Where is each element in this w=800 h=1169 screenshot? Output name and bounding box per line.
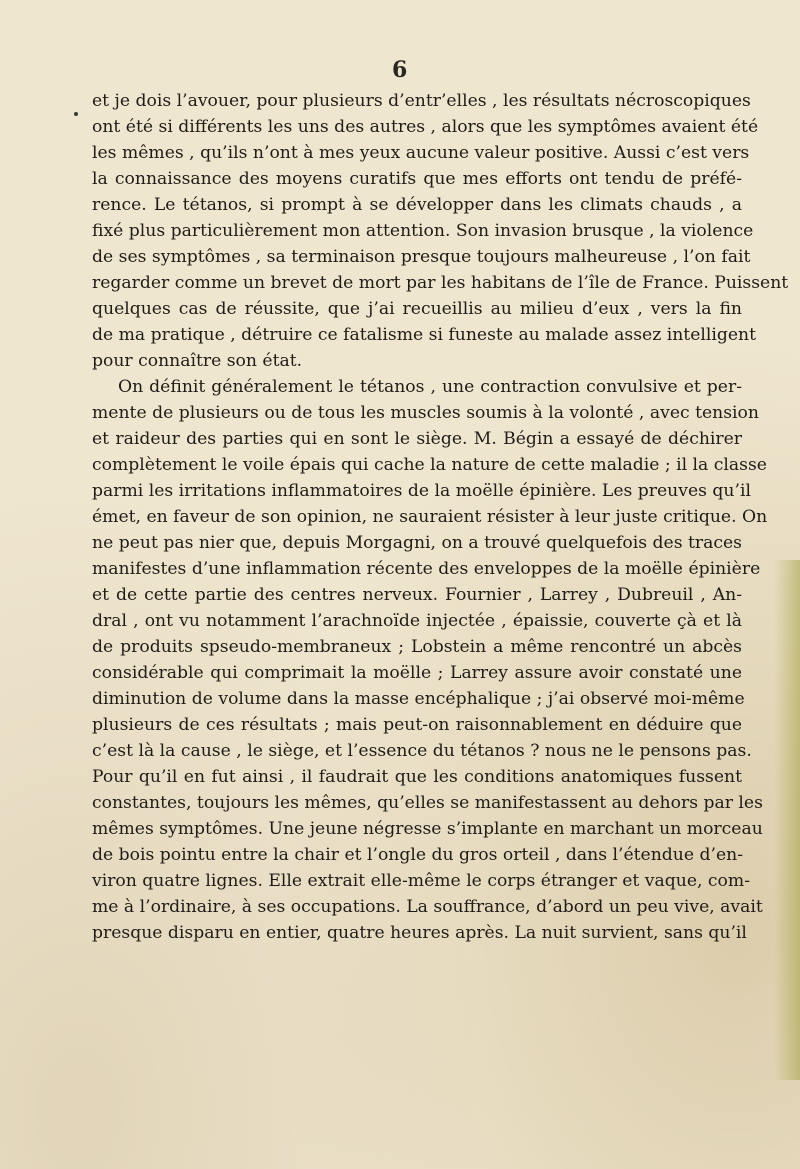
text-line: plusieurs de ces résultats ; mais peut-on raisonnablement en déduire que	[92, 715, 742, 735]
text-line: ne peut pas nier que, depuis Morgagni, on a trouvé quelquefois des traces	[92, 533, 742, 553]
text-line: de ses symptômes , sa terminaison presque toujours malheureuse , l’on fait	[92, 247, 751, 267]
text-line: et je dois l’avouer, pour plusieurs d’entr’elles , les résultats nécroscopiques	[92, 91, 751, 111]
text-line: diminution de volume dans la masse encéphalique ; j’ai observé moi-même	[92, 689, 745, 709]
text-line: c’est là la cause , le siège, et l’essence du tétanos ? nous ne le pensons pas.	[92, 741, 752, 761]
text-line: viron quatre lignes. Elle extrait elle-même le corps étranger et vaque, com-	[92, 871, 751, 891]
body-text	[92, 88, 789, 946]
text-line: considérable qui comprimait la moëlle ; Larrey assure avoir constaté une	[92, 663, 742, 683]
text-line: dral , ont vu notamment l’arachnoïde injectée , épaissie, couverte çà et là	[92, 611, 742, 631]
text-line: de ma pratique , détruire ce fatalisme si funeste au malade assez intelligent	[92, 325, 757, 345]
text-line: émet, en faveur de son opinion, ne sauraient résister à leur juste critique. On	[92, 507, 768, 527]
text-line: et de cette partie des centres nerveux. Fournier , Larrey , Dubreuil , An-	[92, 585, 742, 605]
text-line: ont été si différents les uns des autres , alors que les symptômes avaient été	[92, 117, 759, 137]
text-line: pour connaître son état.	[92, 351, 303, 371]
text-line: presque disparu en entier, quatre heures après. La nuit survient, sans qu’il	[92, 923, 747, 943]
text-line: de produits spseudo-membraneux ; Lobstein a même rencontré un abcès	[92, 637, 742, 657]
text-line: On définit généralement le tétanos , une contraction convulsive et per-	[118, 377, 742, 397]
text-line: mêmes symptômes. Une jeune négresse s’implante en marchant un morceau	[92, 819, 763, 839]
text-line: les mêmes , qu’ils n’ont à mes yeux aucune valeur positive. Aussi c’est vers	[92, 143, 750, 163]
margin-mark	[74, 112, 78, 116]
text-line: constantes, toujours les mêmes, qu’elles se manifestassent au dehors par les	[92, 793, 763, 813]
text-line: manifestes d’une inflammation récente des enveloppes de la moëlle épinière	[92, 559, 761, 579]
text-line: mente de plusieurs ou de tous les muscles soumis à la volonté , avec tension	[92, 403, 759, 423]
page-number: 6	[392, 57, 408, 83]
text-line: rence. Le tétanos, si prompt à se développer dans les climats chauds , a	[92, 195, 742, 215]
text-line: parmi les irritations inflammatoires de la moëlle épinière. Les preuves qu’il	[92, 481, 751, 501]
text-line: la connaissance des moyens curatifs que mes efforts ont tendu de préfé-	[92, 169, 742, 189]
text-line: fixé plus particulièrement mon attention. Son invasion brusque , la violence	[92, 221, 754, 241]
paper-stain	[774, 560, 800, 1080]
text-line: de bois pointu entre la chair et l’ongle du gros orteil , dans l’étendue d’en-	[92, 845, 744, 865]
text-line: quelques cas de réussite, que j’ai recueillis au milieu d’eux , vers la fin	[92, 299, 742, 319]
text-line: Pour qu’il en fut ainsi , il faudrait que les conditions anatomiques fussent	[92, 767, 742, 787]
text-line: complètement le voile épais qui cache la nature de cette maladie ; il la classe	[92, 455, 767, 475]
text-line: et raideur des parties qui en sont le siège. M. Bégin a essayé de déchirer	[92, 429, 742, 449]
text-line: me à l’ordinaire, à ses occupations. La souffrance, d’abord un peu vive, avait	[92, 897, 763, 917]
text-line: regarder comme un brevet de mort par les habitans de l’île de France. Puissent	[92, 273, 789, 293]
